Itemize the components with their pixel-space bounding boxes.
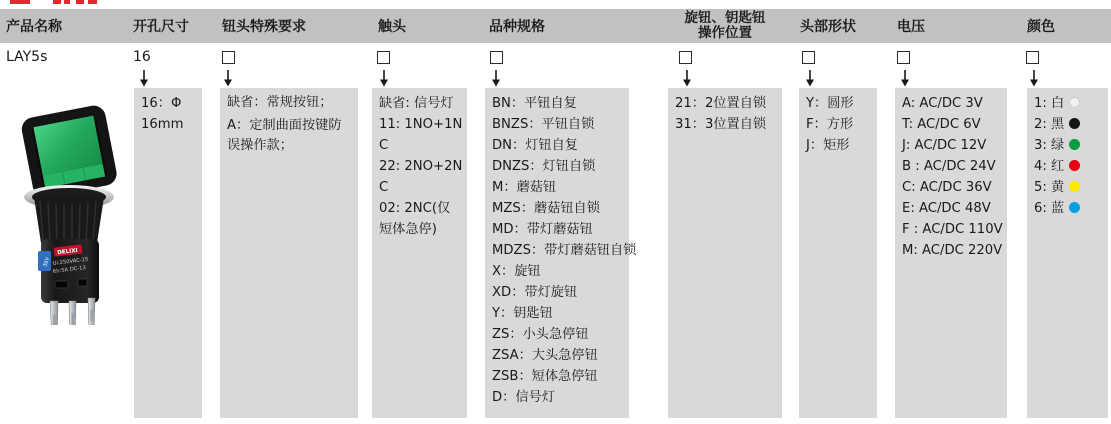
terminal-pins [50, 298, 95, 325]
code-value-product-name: LAY5s [6, 49, 48, 65]
down-arrow-icon [1029, 70, 1039, 87]
table-header-row [0, 9, 1111, 43]
color-option [1034, 198, 1104, 219]
code-placeholder-variety [490, 51, 503, 64]
red-text-fragment [53, 0, 61, 4]
header-hole-size: 开孔尺寸 [133, 19, 189, 35]
down-arrow-icon [379, 70, 389, 87]
detail-line: DN：灯钮自复 [492, 138, 578, 153]
header-head-special: 钮头特殊要求 [222, 19, 306, 35]
rating-text-1: Ui:250VAC-15 [52, 256, 89, 267]
red-bullet-icon [10, 0, 30, 4]
down-arrow-icon [491, 70, 501, 87]
code-value-hole-size: 16 [133, 49, 151, 65]
color-swatch-dot [1069, 97, 1080, 108]
detail-line: X：旋钮 [492, 264, 541, 279]
detail-line: F : AC/DC 110V [902, 222, 1003, 237]
header-voltage: 电压 [897, 19, 925, 35]
detail-line: 21：2位置自锁 [675, 96, 767, 111]
detail-box-contacts [372, 88, 467, 418]
detail-line: M：蘑菇钮 [492, 180, 557, 195]
detail-line: MZS：蘑菇钮自锁 [492, 201, 600, 216]
detail-line: J: AC/DC 12V [902, 138, 987, 153]
product-photo [12, 93, 125, 325]
detail-line: DNZS：灯钮自锁 [492, 159, 596, 174]
detail-box-variety [485, 88, 637, 418]
detail-line: M: AC/DC 220V [902, 243, 1003, 258]
detail-line: D：信号灯 [492, 390, 555, 405]
detail-line: ZS：小头急停钮 [492, 327, 589, 342]
header-product-name: 产品名称 [6, 19, 62, 35]
knurled-collar [34, 197, 104, 243]
code-placeholder-operate-position [679, 51, 692, 64]
header-color: 颜色 [1027, 19, 1055, 35]
color-swatch-dot [1069, 118, 1080, 129]
detail-line: 缺省: 信号灯 [379, 96, 454, 111]
detail-line: XD：带灯旋钮 [492, 285, 578, 300]
color-swatch-dot [1069, 139, 1080, 150]
voltage-sticker-text: 36V [42, 256, 52, 268]
detail-box-head-shape [799, 88, 877, 418]
color-swatch-dot [1069, 202, 1080, 213]
code-placeholder-head-special [222, 51, 235, 64]
color-swatch-dot [1069, 181, 1080, 192]
detail-line: ZSA：大头急停钮 [492, 348, 598, 363]
red-text-fragment [88, 0, 97, 4]
detail-line: 31：3位置自锁 [675, 117, 767, 132]
down-arrow-icon [223, 70, 233, 87]
detail-line: 16：Φ [141, 96, 182, 111]
down-arrow-icon [900, 70, 910, 87]
detail-box-hole-size [134, 88, 202, 418]
detail-line: Y：钥匙钮 [492, 306, 553, 321]
detail-box-voltage [895, 88, 1007, 418]
code-placeholder-head-shape [802, 51, 815, 64]
detail-line: A：定制曲面按键防误操作款； [227, 118, 342, 153]
detail-line: E: AC/DC 48V [902, 201, 991, 216]
color-option-label: 3: 绿 [1034, 138, 1065, 153]
detail-line: MD：带灯蘑菇钮 [492, 222, 593, 237]
color-option [1034, 93, 1104, 114]
code-placeholder-color [1026, 51, 1039, 64]
detail-line: 16mm [141, 117, 184, 132]
header-contacts: 触头 [378, 19, 406, 35]
color-option-label: 4: 红 [1034, 159, 1065, 174]
rating-text-2: Ith:5A DC-13 [52, 264, 87, 275]
color-option-label: 5: 黄 [1034, 180, 1065, 195]
down-arrow-icon [139, 70, 149, 87]
detail-line: B : AC/DC 24V [902, 159, 996, 174]
detail-line: C: AC/DC 36V [902, 180, 992, 195]
down-arrow-icon [682, 70, 692, 87]
switch-body [38, 239, 99, 303]
detail-line: MDZS：带灯蘑菇钮自锁 [492, 243, 637, 258]
detail-line: 02: 2NC(仅短体急停) [379, 201, 451, 237]
header-head-shape: 头部形状 [800, 19, 856, 35]
detail-line: BNZS：平钮自锁 [492, 117, 595, 132]
color-option [1034, 114, 1104, 135]
brand-text: DELIXI [56, 247, 79, 257]
color-option-label: 6: 蓝 [1034, 201, 1065, 216]
color-option-label: 2: 黑 [1034, 117, 1065, 132]
color-swatch-dot [1069, 160, 1080, 171]
button-cap [20, 104, 119, 200]
detail-line: BN：平钮自复 [492, 96, 577, 111]
red-text-fragment [76, 0, 84, 4]
color-option [1034, 177, 1104, 198]
detail-line: 22: 2NO+2NC [379, 159, 463, 195]
detail-line: 缺省：常规按钮； [227, 95, 333, 110]
detail-line: J：矩形 [806, 138, 850, 153]
color-option [1034, 135, 1104, 156]
detail-line: A: AC/DC 3V [902, 96, 983, 111]
code-placeholder-voltage [897, 51, 910, 64]
detail-line: F：方形 [806, 117, 854, 132]
detail-box-color [1027, 88, 1108, 418]
detail-box-head-special [220, 88, 358, 418]
color-option [1034, 156, 1104, 177]
detail-box-operate-position [668, 88, 782, 418]
color-option-label: 1: 白 [1034, 96, 1065, 111]
header-operate-position: 旋钮、钥匙钮 操作位置 [684, 10, 766, 41]
header-variety: 品种规格 [489, 19, 545, 35]
detail-line: ZSB：短体急停钮 [492, 369, 598, 384]
detail-line: T: AC/DC 6V [902, 117, 981, 132]
code-placeholder-contacts [377, 51, 390, 64]
detail-line: 11: 1NO+1NC [379, 117, 463, 153]
detail-line: Y：圆形 [806, 96, 854, 111]
red-text-fragment [64, 0, 70, 4]
down-arrow-icon [805, 70, 815, 87]
